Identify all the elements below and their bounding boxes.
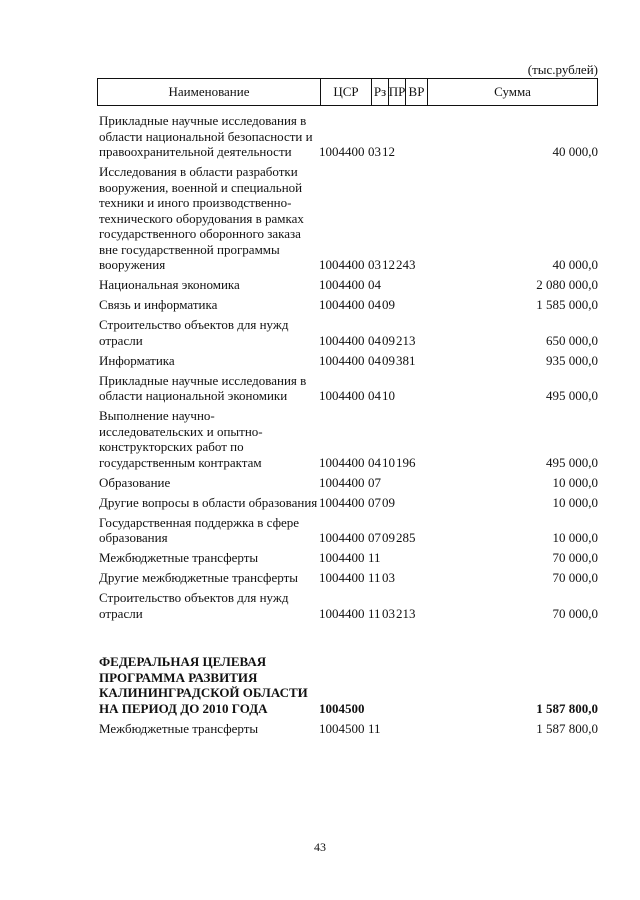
row-sum: 70 000,0 [552,605,598,621]
section-spacer [97,626,598,650]
row-rz: 03 [368,144,381,159]
table-body [97,113,598,741]
row-csr: 1004400 [319,474,365,490]
row-sum: 495 000,0 [546,454,598,470]
table-row [97,297,598,313]
row-vr: 243 [396,257,416,272]
row-pr: 10 [382,388,395,403]
row-csr: 1004400 [319,332,365,348]
row-csr: 1004400 [319,352,365,368]
header-rz: Рз [371,79,388,105]
row-csr: 1004400 [319,550,365,565]
row-rz: 04 [368,332,381,348]
row-sum: 70 000,0 [552,570,598,585]
row-sum: 10 000,0 [552,530,598,545]
row-rz: 04 [368,297,381,312]
row-pr: 09 [382,332,395,348]
row-sum: 10 000,0 [552,474,598,490]
table-row [97,495,598,511]
row-name: Строительство объектов для нужд отрасли [99,317,289,348]
row-rz: 11 [368,605,381,621]
row-name: Образование [99,474,171,490]
row-sum: 1 587 800,0 [536,720,598,736]
row-pr: 10 [382,454,395,470]
table-row [97,408,598,470]
row-pr: 09 [382,352,395,368]
row-pr: 09 [382,494,395,510]
table-row [97,721,598,737]
table-row [97,164,598,273]
table-header [97,78,598,106]
row-csr: 1004400 [319,297,365,312]
header-pr: ПР [388,79,405,105]
row-csr: 1004400 [319,494,365,510]
row-name: Другие межбюджетные трансферты [99,570,298,585]
table-row [97,515,598,546]
table-row [97,373,598,404]
row-pr: 03 [382,570,395,585]
row-name: Информатика [99,352,175,368]
units-note: (тыс.рублей) [527,62,598,77]
row-vr: 285 [396,530,416,545]
header-vr: ВР [405,79,427,105]
row-rz: 04 [368,388,381,403]
row-vr: 381 [396,352,416,368]
row-rz: 04 [368,352,381,368]
row-csr: 1004400 [319,570,365,585]
row-sum: 650 000,0 [546,332,598,348]
row-name: Прикладные научные исследования в области национальной безопасности и правоохранительной деятельности [99,113,313,159]
row-pr: 09 [382,297,395,312]
row-name: Межбюджетные трансферты [99,550,259,565]
row-csr: 1004400 [319,605,365,621]
row-sum: 495 000,0 [546,388,598,403]
row-csr: 1004400 [319,257,365,272]
row-sum: 40 000,0 [552,257,598,272]
row-sum: 10 000,0 [552,494,598,510]
row-csr: 1004400 [319,388,365,403]
row-vr: 213 [396,332,416,348]
header-name: Наименование [168,84,250,99]
table-row [97,113,598,160]
row-pr: 09 [382,530,395,545]
row-rz: 03 [368,257,381,272]
row-csr: 1004400 [319,530,365,545]
table-row [97,353,598,369]
table-row [97,550,598,566]
row-rz: 11 [368,720,381,736]
row-sum: 935 000,0 [546,352,598,368]
row-name: Национальная экономика [99,277,240,292]
row-sum: 70 000,0 [552,550,598,565]
row-name: Межбюджетные трансферты [99,720,259,736]
row-pr: 12 [382,257,395,272]
row-rz: 04 [368,454,381,470]
row-rz: 07 [368,494,381,510]
row-rz: 11 [368,550,381,565]
page-number: 43 [314,840,326,854]
table-row [97,475,598,491]
program-name: ФЕДЕРАЛЬНАЯ ЦЕЛЕВАЯ ПРОГРАММА РАЗВИТИЯ КАЛИНИНГРАДСКОЙ ОБЛАСТИ НА ПЕРИОД ДО 2010 ГОДА [99,654,308,716]
row-name: Исследования в области разработки вооружения, военной и специальной техники и иного производственно-технического оборудования в рамках государственного оборонного заказа вне государственной программы вооружения [99,164,304,272]
table-row [97,277,598,293]
row-name: Государственная поддержка в сфере образования [99,514,300,545]
row-rz: 11 [368,570,381,585]
program-sum: 1 587 800,0 [536,700,598,716]
row-csr: 1004400 [319,277,365,292]
row-csr: 1004400 [319,454,365,470]
row-csr: 1004500 [319,720,365,736]
row-rz: 07 [368,530,381,545]
program-csr: 1004500 [319,700,365,716]
row-pr: 03 [382,605,395,621]
table-row [97,590,598,621]
row-name: Другие вопросы в области образования [99,494,318,510]
program-row [97,654,598,716]
row-name: Выполнение научно-исследовательских и опытно-конструкторских работ по государственным контрактам [99,408,263,470]
table-row [97,570,598,586]
row-rz: 07 [368,474,381,490]
row-name: Строительство объектов для нужд отрасли [99,590,289,621]
row-sum: 40 000,0 [552,144,598,159]
row-csr: 1004400 [319,144,365,159]
row-sum: 1 585 000,0 [536,297,598,312]
header-sum: Сумма [427,79,597,105]
row-pr: 12 [382,144,395,159]
row-sum: 2 080 000,0 [536,277,598,292]
header-csr: ЦСР [320,79,371,105]
row-name: Связь и информатика [99,297,218,312]
row-vr: 213 [396,605,416,621]
row-name: Прикладные научные исследования в области национальной экономики [99,372,307,403]
row-rz: 04 [368,277,381,292]
row-vr: 196 [396,454,416,470]
table-row [97,317,598,348]
